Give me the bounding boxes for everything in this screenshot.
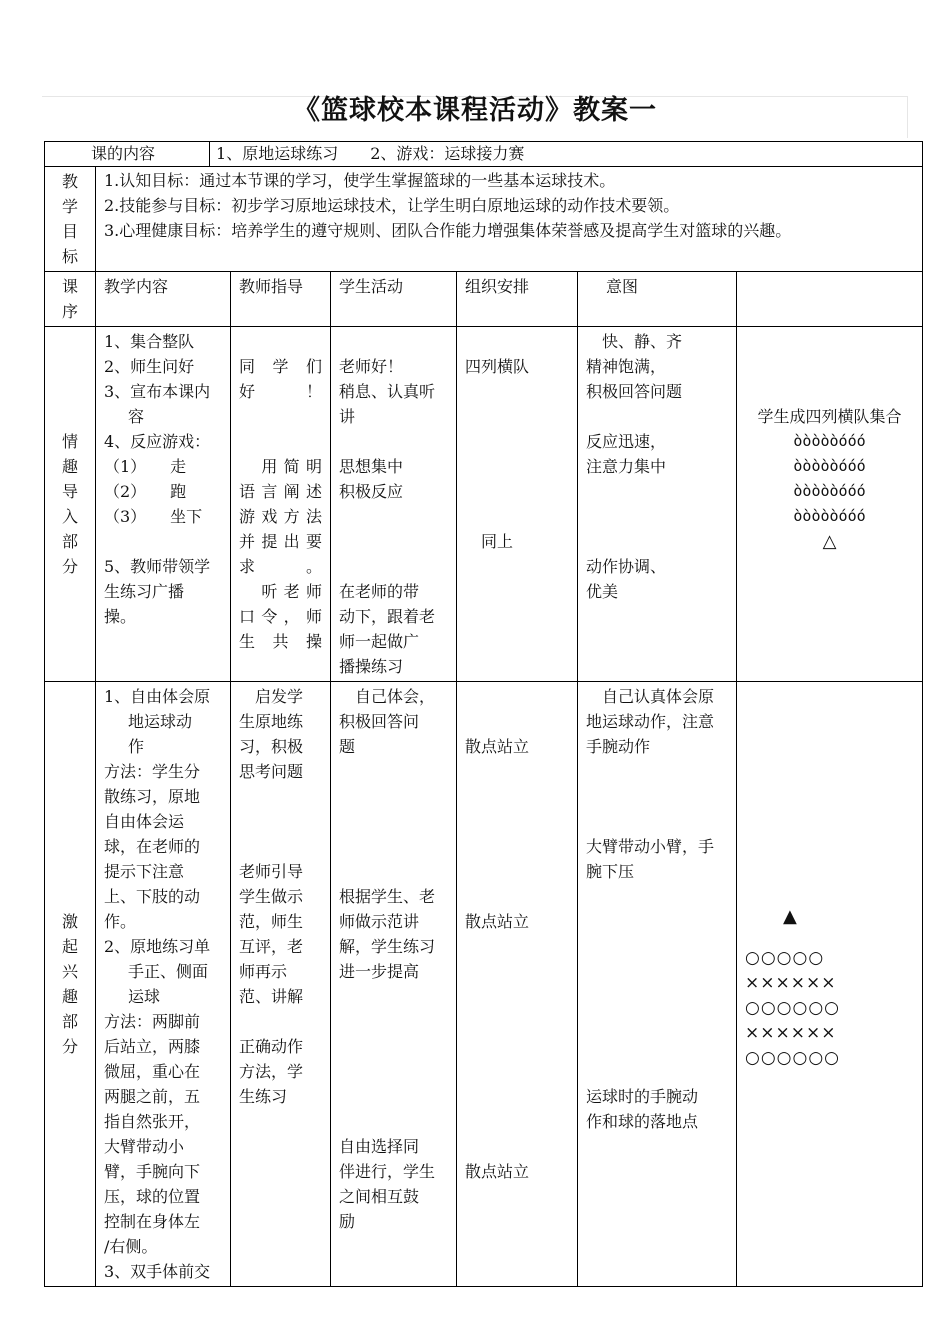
intent-line: 自己认真体会原 — [586, 687, 715, 706]
goal-item: 1.认知目标：通过本节课的学习，使学生掌握篮球的一些基本运球技术。 — [104, 171, 616, 190]
teacher-line: 习，积极 — [239, 737, 304, 756]
goals-row — [45, 167, 923, 272]
content-line: 两腿之前，五 — [104, 1087, 201, 1106]
section-label-char: 情 — [61, 432, 78, 451]
section-label-char: 起 — [61, 937, 78, 956]
organization-line — [465, 429, 569, 454]
student-line: 根据学生、老 — [339, 887, 436, 906]
student-line: 老师好！ — [339, 357, 404, 376]
intent-line — [586, 1059, 728, 1084]
organization-line — [465, 1109, 569, 1134]
organization-line: 同上 — [465, 532, 514, 551]
sequence-header — [45, 272, 96, 327]
organization-line — [465, 504, 569, 529]
intent-header: 意图 — [578, 272, 737, 327]
teacher-position-icon: △ — [822, 531, 837, 552]
goals-label-char: 标 — [61, 247, 78, 266]
content-line: 指自然张开， — [104, 1112, 201, 1131]
content-line: 散练习，原地 — [104, 787, 201, 806]
content-line: （3） 坐下 — [104, 507, 203, 526]
intent-line: 大臂带动小臂，手 — [586, 837, 715, 856]
section1-organization — [457, 327, 578, 682]
organization-line — [465, 959, 569, 984]
student-line — [339, 554, 448, 579]
section1-student — [331, 327, 457, 682]
content-line — [104, 529, 222, 554]
intent-line: 腕下压 — [586, 862, 635, 881]
formation-row: ○○○○○○ — [745, 1048, 841, 1068]
organization-line — [465, 984, 569, 1009]
organization-line: 散点站立 — [465, 912, 530, 931]
content-line: 控制在身体左 — [104, 1212, 201, 1231]
content-line: 1、自由体会原 — [104, 687, 211, 706]
teacher-line: 启发学 — [239, 687, 304, 706]
organization-line — [465, 404, 569, 429]
formation-rows — [745, 429, 914, 529]
goals-label-char: 学 — [61, 197, 78, 216]
student-line: 思想集中 — [339, 457, 404, 476]
goals-label-char: 目 — [61, 222, 78, 241]
intent-line: 精神饱满， — [586, 357, 667, 376]
section1-intent — [578, 327, 737, 682]
content-label: 课的内容 — [45, 142, 210, 167]
intent-line: 积极回答问题 — [586, 382, 683, 401]
content-line: 作 — [128, 737, 145, 756]
goals-label-char: 教 — [61, 172, 78, 191]
student-line: 积极回答问 — [339, 712, 420, 731]
section-label-char: 兴 — [61, 962, 78, 981]
student-line: 稍息、认真听 — [339, 382, 436, 401]
content-line: 4、反应游戏： — [104, 432, 211, 451]
content-line: 1、集合整队 — [104, 332, 195, 351]
teacher-line: 方法，学 — [239, 1062, 304, 1081]
section-intro-row — [45, 327, 923, 682]
organization-line — [465, 454, 569, 479]
content-line: 操。 — [104, 607, 137, 626]
content-line: 2、师生问好 — [104, 357, 195, 376]
intent-line — [586, 909, 728, 934]
teacher-line: 求。 — [239, 557, 323, 576]
content-line: 大臂带动小 — [104, 1137, 185, 1156]
section-label-char: 分 — [61, 557, 78, 576]
section-interest-row — [45, 682, 923, 1287]
section-label-char: 入 — [61, 507, 78, 526]
section-label-char: 部 — [61, 1012, 78, 1031]
extra-header — [737, 272, 923, 327]
teacher-line: 用简明 — [239, 457, 323, 476]
content-line: 作。 — [104, 912, 137, 931]
teacher-line: 听老师 — [239, 582, 323, 601]
teacher-line: 生共操 — [239, 632, 323, 651]
intent-line: 快、静、齐 — [586, 332, 683, 351]
goal-item: 3.心理健康目标：培养学生的遵守规则、团队合作能力增强集体荣誉感及提高学生对篮球的兴趣。 — [104, 221, 792, 240]
student-line — [339, 504, 448, 529]
goals-list — [96, 167, 923, 272]
intent-line — [586, 504, 728, 529]
sequence-header-char: 课 — [61, 277, 78, 296]
intent-line: 作和球的落地点 — [586, 1112, 699, 1131]
teacher-line — [239, 404, 322, 429]
student-line — [339, 529, 448, 554]
teacher-line: 同 学 们 — [239, 357, 323, 376]
teacher-line: 生练习 — [239, 1087, 288, 1106]
teacher-line: 语言阐述 — [239, 482, 323, 501]
teacher-line — [239, 784, 322, 809]
formation-row: òòòòòóóó — [793, 432, 866, 450]
content-line: 5、教师带领学 — [104, 557, 211, 576]
teacher-line: 师再示 — [239, 962, 288, 981]
section-label-char: 分 — [61, 1037, 78, 1056]
content-line: 压，球的位置 — [104, 1187, 201, 1206]
organization-line: 散点站立 — [465, 737, 530, 756]
organization-line — [465, 1009, 569, 1034]
teacher-line: 好！ — [239, 382, 323, 401]
student-line: 励 — [339, 1212, 356, 1231]
student-line — [339, 1009, 448, 1034]
lesson-plan-table — [44, 141, 923, 1287]
student-line — [339, 1059, 448, 1084]
student-line: 自己体会， — [339, 687, 436, 706]
organization-line — [465, 884, 569, 909]
intent-line — [586, 884, 728, 909]
section-label-char: 激 — [61, 912, 78, 931]
student-line — [339, 859, 448, 884]
content-line: 方法：学生分 — [104, 762, 201, 781]
content-line: 微屈，重心在 — [104, 1062, 201, 1081]
sequence-header-char: 序 — [61, 302, 78, 321]
section2-organization — [457, 682, 578, 1287]
organization-line — [465, 934, 569, 959]
student-line — [339, 784, 448, 809]
formation-row: ○○○○○○ — [745, 998, 841, 1018]
student-line — [339, 429, 448, 454]
intent-line — [586, 809, 728, 834]
section-label-char: 趣 — [61, 987, 78, 1006]
content-line: 上、下肢的动 — [104, 887, 201, 906]
section2-teacher — [231, 682, 331, 1287]
section2-student — [331, 682, 457, 1287]
teacher-line: 正确动作 — [239, 1037, 304, 1056]
organization-line — [465, 1034, 569, 1059]
intent-line — [586, 1009, 728, 1034]
formation-row: òòòòòóóó — [793, 482, 866, 500]
formation-row: ○○○○○ — [745, 948, 825, 968]
student-line — [339, 1034, 448, 1059]
content-line: 地运球动 — [128, 712, 193, 731]
goal-item: 2.技能参与目标：初步学习原地运球技术，让学生明白原地运球的动作技术要领。 — [104, 196, 680, 215]
student-line: 讲 — [339, 407, 356, 426]
content-line: 方法：两脚前 — [104, 1012, 201, 1031]
teacher-line: 并提出要 — [239, 532, 323, 551]
organization-line — [465, 1134, 569, 1159]
organization-line — [465, 784, 569, 809]
teacher-line: 口令，师 — [239, 607, 323, 626]
formation-row: òòòòòóóó — [793, 507, 866, 525]
student-line: 进一步提高 — [339, 962, 420, 981]
student-line: 积极反应 — [339, 482, 404, 501]
student-line: 在老师的带 — [339, 582, 420, 601]
intent-line — [586, 404, 728, 429]
intent-line: 地运球动作，注意 — [586, 712, 715, 731]
teacher-line — [239, 834, 322, 859]
organization-line — [465, 329, 569, 354]
teacher-line — [239, 1009, 322, 1034]
section2-formation — [737, 682, 923, 1287]
content-header: 教学内容 — [96, 272, 231, 327]
content-line: 提示下注意 — [104, 862, 185, 881]
student-line — [339, 1109, 448, 1134]
goals-label — [45, 167, 96, 272]
content-line: 自由体会运 — [104, 812, 185, 831]
student-line: 伴进行，学生 — [339, 1162, 436, 1181]
content-value: 1、原地运球练习 2、游戏：运球接力赛 — [210, 142, 923, 167]
content-line: 运球 — [128, 987, 161, 1006]
intent-line — [586, 934, 728, 959]
organization-line — [465, 1084, 569, 1109]
content-line: 生练习广播 — [104, 582, 185, 601]
content-line: 2、原地练习单 — [104, 937, 211, 956]
formation-rows — [745, 948, 914, 1073]
organization-line — [465, 684, 569, 709]
organization-line — [465, 834, 569, 859]
organization-line — [465, 379, 569, 404]
formation-row: ×××××× — [745, 1023, 837, 1043]
section1-formation — [737, 327, 923, 682]
intent-line: 反应迅速， — [586, 432, 667, 451]
student-line: 自由选择同 — [339, 1137, 420, 1156]
student-line: 师一起做广 — [339, 632, 420, 651]
content-line: 手正、侧面 — [128, 962, 209, 981]
content-line: 球，在老师的 — [104, 837, 201, 856]
document-title: 《篮球校本课程活动》教案一 — [293, 95, 657, 126]
teacher-line — [239, 809, 322, 834]
intent-line: 运球时的手腕动 — [586, 1087, 699, 1106]
teacher-line: 互评，老 — [239, 937, 304, 956]
content-line: /右侧。 — [104, 1237, 158, 1256]
student-line: 之间相互鼓 — [339, 1187, 420, 1206]
section2-intent — [578, 682, 737, 1287]
intent-line: 动作协调、 — [586, 557, 667, 576]
teacher-line: 游戏方法 — [239, 507, 323, 526]
teacher-position-icon: ▲ — [783, 906, 797, 927]
section-label-char: 部 — [61, 532, 78, 551]
section2-label — [45, 682, 96, 1287]
section2-content — [96, 682, 231, 1287]
formation-caption: 学生成四列横队集合 — [757, 407, 902, 426]
content-line: 3、宣布本课内 — [104, 382, 211, 401]
teacher-line — [239, 329, 322, 354]
student-line — [339, 759, 448, 784]
student-header: 学生活动 — [331, 272, 457, 327]
formation-row: ×××××× — [745, 973, 837, 993]
student-line — [339, 834, 448, 859]
student-line — [339, 809, 448, 834]
teacher-line: 生原地练 — [239, 712, 304, 731]
student-line — [339, 984, 448, 1009]
teacher-line: 学生做示 — [239, 887, 304, 906]
student-line — [339, 329, 448, 354]
intent-line — [586, 959, 728, 984]
intent-line — [586, 1034, 728, 1059]
organization-line: 四列横队 — [465, 357, 530, 376]
formation-row: òòòòòóóó — [793, 457, 866, 475]
student-line: 动下，跟着老 — [339, 607, 436, 626]
organization-line — [465, 759, 569, 784]
student-line: 师做示范讲 — [339, 912, 420, 931]
content-line: 3、双手体前交 — [104, 1262, 211, 1281]
organization-line — [465, 1059, 569, 1084]
organization-line — [465, 859, 569, 884]
intent-line — [586, 984, 728, 1009]
teacher-line: 思考问题 — [239, 762, 304, 781]
content-line: （2） 跑 — [104, 482, 187, 501]
content-line: 容 — [128, 407, 145, 426]
teacher-line: 范、讲解 — [239, 987, 304, 1006]
intent-line — [586, 759, 728, 784]
organization-line — [465, 709, 569, 734]
student-line — [339, 1084, 448, 1109]
organization-header: 组织安排 — [457, 272, 578, 327]
section-label-char: 趣 — [61, 457, 78, 476]
intent-line: 注意力集中 — [586, 457, 667, 476]
organization-line — [465, 809, 569, 834]
intent-line — [586, 784, 728, 809]
student-line: 播操练习 — [339, 657, 404, 676]
intent-line: 优美 — [586, 582, 619, 601]
teacher-line: 范，师生 — [239, 912, 304, 931]
section1-label — [45, 327, 96, 682]
section-label-char: 导 — [61, 482, 78, 501]
student-line: 题 — [339, 737, 356, 756]
header-row — [45, 272, 923, 327]
content-line: （1） 走 — [104, 457, 187, 476]
content-line: 后站立，两膝 — [104, 1037, 201, 1056]
intent-line — [586, 479, 728, 504]
section1-teacher — [231, 327, 331, 682]
organization-line: 散点站立 — [465, 1162, 530, 1181]
content-line: 臂，手腕向下 — [104, 1162, 201, 1181]
content-row — [45, 142, 923, 167]
section1-content — [96, 327, 231, 682]
intent-line: 手腕动作 — [586, 737, 651, 756]
intent-line — [586, 529, 728, 554]
teacher-header: 教师指导 — [231, 272, 331, 327]
teacher-line — [239, 429, 322, 454]
teacher-line: 老师引导 — [239, 862, 304, 881]
organization-line — [465, 479, 569, 504]
student-line: 解，学生练习 — [339, 937, 436, 956]
